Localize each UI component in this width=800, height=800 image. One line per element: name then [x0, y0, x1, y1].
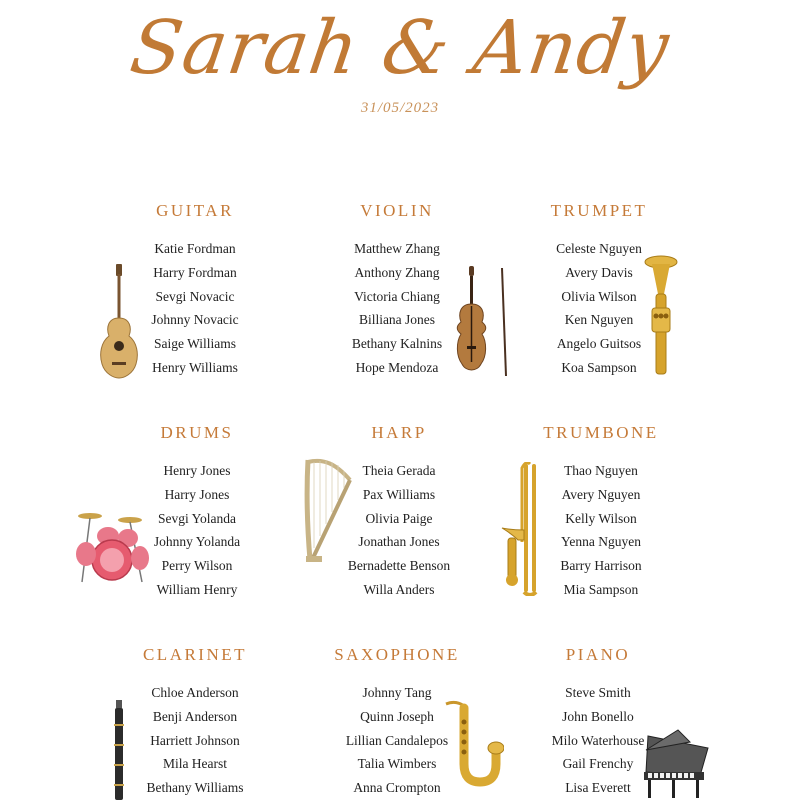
- guest-name: Anna Crompton: [353, 780, 441, 796]
- guest-name: Gail Frenchy: [562, 756, 634, 772]
- table-title: HARP: [371, 423, 427, 442]
- table-title: SAXOPHONE: [334, 645, 460, 664]
- guest-name: Harriett Johnson: [150, 732, 240, 748]
- guest-name: Matthew Zhang: [354, 241, 440, 256]
- guest-name: Chloe Anderson: [151, 685, 239, 700]
- guest-name: William Henry: [156, 581, 238, 597]
- guest-name: Jonathan Jones: [358, 534, 440, 550]
- guest-name: Johnny Yolanda: [153, 534, 241, 550]
- guest-name: Henry Jones: [163, 463, 231, 478]
- guest-name: Olivia Paige: [365, 510, 433, 526]
- guest-name: Avery Nguyen: [561, 486, 641, 502]
- guest-name: Barry Harrison: [560, 558, 642, 574]
- guitar-icon: [96, 262, 142, 380]
- guest-name: Victoria Chiang: [354, 288, 440, 304]
- piano-icon: [638, 728, 714, 800]
- table-title: VIOLIN: [360, 201, 434, 220]
- guest-name: Bethany Williams: [146, 780, 244, 796]
- harp-icon: [302, 456, 354, 564]
- guest-name: Billiana Jones: [358, 312, 436, 328]
- guest-name: Harry Fordman: [153, 264, 237, 280]
- guest-name: Mia Sampson: [563, 581, 639, 597]
- drums-icon: [68, 506, 158, 586]
- wedding-date: 31/05/2023: [360, 100, 440, 116]
- table-title: TRUMPET: [550, 201, 648, 220]
- guest-name: Theia Gerada: [362, 463, 436, 478]
- guest-name: Bernadette Benson: [347, 558, 451, 574]
- guest-name: Johnny Tang: [362, 685, 432, 700]
- guest-name: Sevgi Yolanda: [157, 510, 236, 526]
- guest-name: Koa Sampson: [561, 359, 637, 375]
- table-title: TRUMBONE: [543, 423, 659, 442]
- guest-name: Olivia Wilson: [561, 288, 637, 304]
- guest-name: Sevgi Novacic: [155, 288, 235, 304]
- guest-name: Steve Smith: [565, 685, 631, 700]
- guest-name: Hope Mendoza: [355, 359, 439, 375]
- trombone-icon: [500, 462, 546, 596]
- guest-name: Pax Williams: [362, 486, 436, 502]
- guest-name: Lillian Candalepos: [345, 732, 449, 748]
- guest-name: Angelo Guitsos: [556, 336, 642, 352]
- clarinet-icon: [110, 700, 128, 800]
- guest-name: Talia Wimbers: [357, 756, 437, 772]
- table-title: DRUMS: [160, 423, 234, 442]
- saxophone-icon: [440, 698, 504, 788]
- guest-name: Willa Anders: [363, 581, 435, 597]
- guest-name: Milo Waterhouse: [551, 732, 645, 748]
- guest-name: Celeste Nguyen: [556, 241, 642, 256]
- guest-name: Johnny Novacic: [151, 312, 239, 328]
- guest-name: Bethany Kalnins: [351, 336, 443, 352]
- guest-name: Anthony Zhang: [354, 264, 440, 280]
- guest-name: Katie Fordman: [154, 241, 236, 256]
- trumpet-icon: [640, 254, 682, 378]
- guest-name: Benji Anderson: [152, 708, 238, 724]
- guest-name: Henry Williams: [152, 359, 238, 375]
- table-title: GUITAR: [156, 201, 234, 220]
- guest-name: Yenna Nguyen: [561, 534, 641, 550]
- guest-name: Ken Nguyen: [564, 312, 634, 328]
- guest-name: Harry Jones: [164, 486, 230, 502]
- guest-name: Quinn Joseph: [360, 708, 434, 724]
- couple-names-title: Sarah & Andy: [125, 5, 675, 91]
- table-title: PIANO: [565, 645, 631, 664]
- guest-name: Perry Wilson: [161, 558, 233, 574]
- violin-icon: [452, 264, 514, 380]
- guest-name: John Bonello: [562, 708, 634, 724]
- guest-name: Kelly Wilson: [565, 510, 637, 526]
- guest-name: Thao Nguyen: [564, 463, 638, 478]
- guest-name: Lisa Everett: [565, 780, 631, 796]
- guest-name: Mila Hearst: [162, 756, 228, 772]
- guest-name: Saige Williams: [153, 336, 237, 352]
- table-title: CLARINET: [142, 645, 248, 664]
- guest-name: Avery Davis: [565, 264, 633, 280]
